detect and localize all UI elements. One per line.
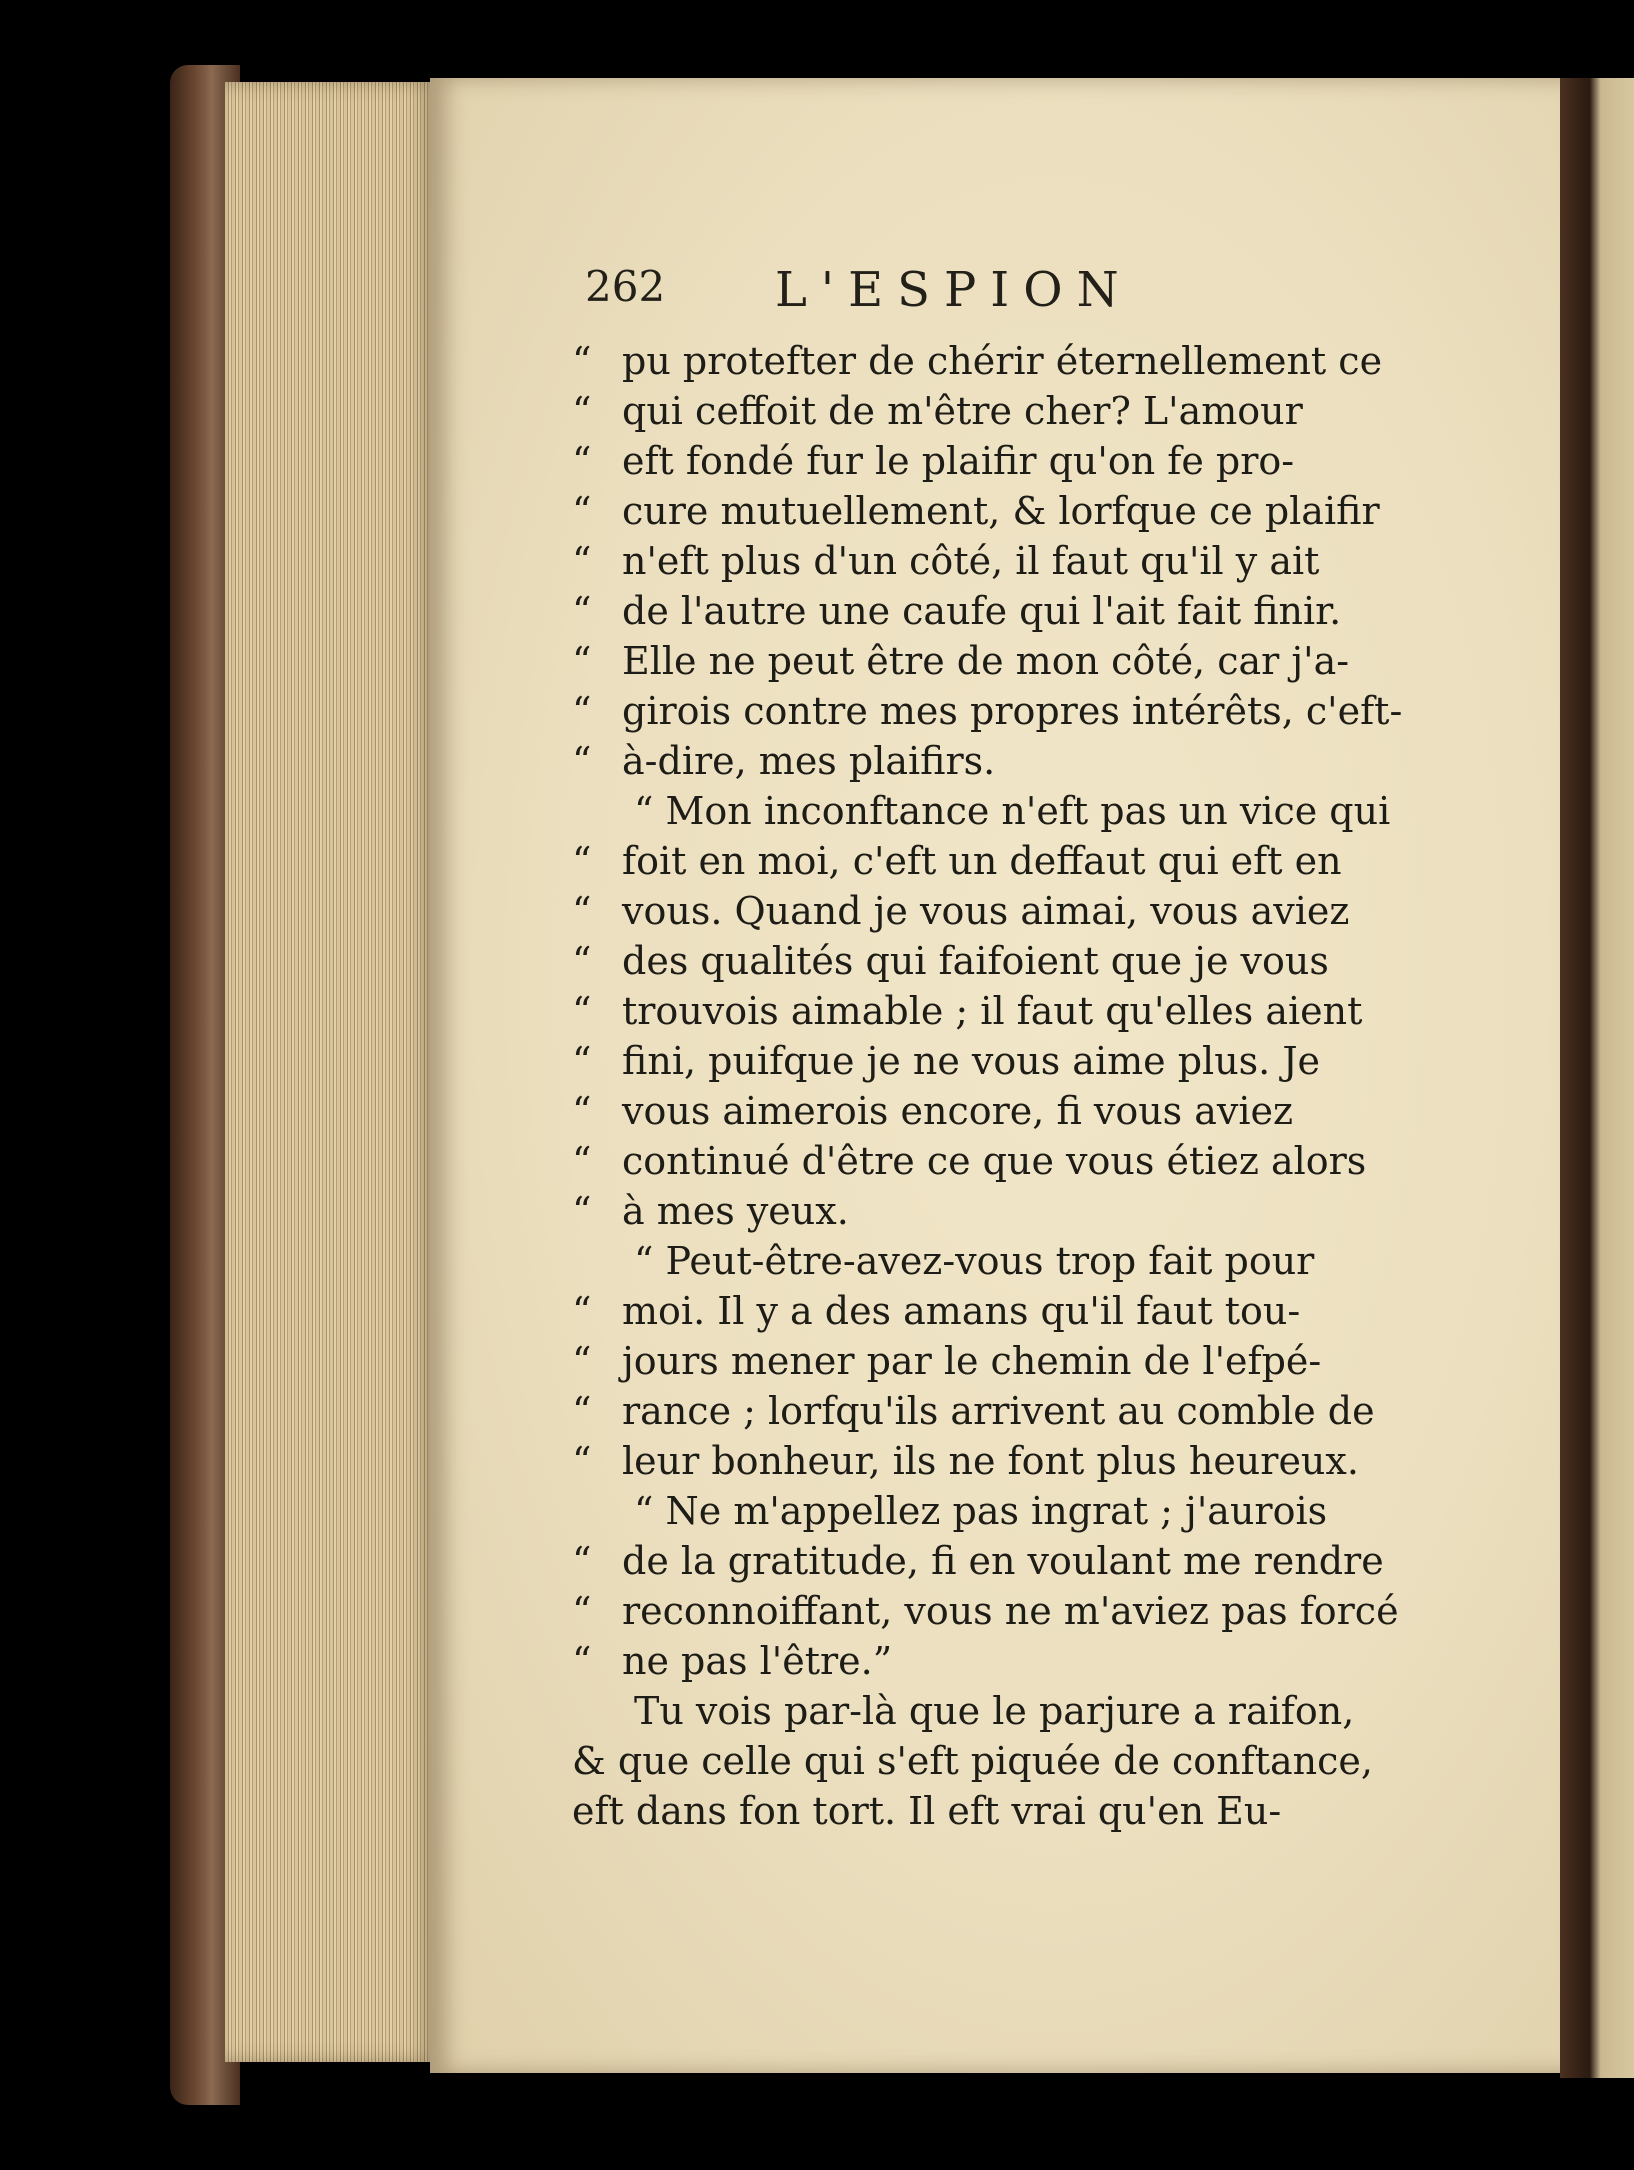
line-text: & que celle qui s'eft piquée de conftance, (572, 1739, 1373, 1783)
quote-mark: “ (572, 1639, 592, 1683)
line-text: vous aimerois encore, fi vous aviez (622, 1089, 1294, 1133)
line-text: cure mutuellement, & lorfque ce plaifir (622, 489, 1380, 533)
quote-mark: “ (572, 939, 592, 983)
line-text: à mes yeux. (622, 1189, 849, 1233)
quote-mark: “ (572, 889, 592, 933)
line-text: foit en moi, c'eft un deffaut qui eft en (622, 839, 1342, 883)
line-text: trouvois aimable ; il faut qu'elles aient (622, 989, 1363, 1033)
text-line (572, 386, 1414, 436)
text-line (572, 1386, 1414, 1436)
text-line (572, 1536, 1414, 1586)
line-text: Elle ne peut être de mon côté, car j'a- (622, 639, 1350, 683)
text-line (572, 1636, 1414, 1686)
text-line (572, 736, 1414, 786)
text-line (572, 1036, 1414, 1086)
text-line (572, 886, 1414, 936)
text-line (572, 836, 1414, 886)
line-text: leur bonheur, ils ne font plus heureux. (622, 1439, 1359, 1483)
quote-mark: “ (572, 739, 592, 783)
text-line (572, 686, 1414, 736)
line-text: Tu vois par-là que le parjure a raifon, (634, 1689, 1355, 1733)
quote-mark: “ (572, 1289, 592, 1333)
line-text: fini, puifque je ne vous aime plus. Je (622, 1039, 1321, 1083)
paragraph-start-line (572, 1486, 1414, 1536)
quote-mark: “ (572, 489, 592, 533)
page-edges (225, 82, 435, 2062)
line-text: rance ; lorfqu'ils arrivent au comble de (622, 1389, 1375, 1433)
text-line (572, 1336, 1414, 1386)
text-line (572, 536, 1414, 586)
text-line (572, 1086, 1414, 1136)
line-text: “ Mon inconftance n'eft pas un vice qui (634, 789, 1391, 833)
paragraph-start-line (572, 786, 1414, 836)
text-line (572, 1436, 1414, 1486)
text-line (572, 1786, 1414, 1836)
text-line (572, 1286, 1414, 1336)
line-text: pu protefter de chérir éternellement ce (622, 339, 1383, 383)
quote-mark: “ (572, 989, 592, 1033)
line-text: reconnoiffant, vous ne m'aviez pas forcé (622, 1589, 1399, 1633)
text-line (572, 1136, 1414, 1186)
quote-mark: “ (572, 1539, 592, 1583)
line-text: ne pas l'être.” (622, 1639, 893, 1683)
paragraph-start-line (572, 1236, 1414, 1286)
quote-mark: “ (572, 1439, 592, 1483)
quote-mark: “ (572, 1139, 592, 1183)
running-head: L'ESPION (775, 262, 1133, 318)
quote-mark: “ (572, 1189, 592, 1233)
line-text: continué d'être ce que vous étiez alors (622, 1139, 1367, 1183)
line-text: moi. Il y a des amans qu'il faut tou- (622, 1289, 1301, 1333)
quote-mark: “ (572, 1589, 592, 1633)
line-text: de l'autre une caufe qui l'ait fait finir. (622, 589, 1342, 633)
line-text: girois contre mes propres intérêts, c'eft- (622, 689, 1403, 733)
line-text: de la gratitude, fi en voulant me rendre (622, 1539, 1384, 1583)
text-line (572, 1186, 1414, 1236)
line-text: eft dans fon tort. Il eft vrai qu'en Eu- (572, 1789, 1282, 1833)
text-line (572, 486, 1414, 536)
line-text: “ Ne m'appellez pas ingrat ; j'aurois (634, 1489, 1328, 1533)
facing-page-edge (1560, 78, 1634, 2078)
page-text (572, 336, 1414, 1836)
line-text: qui ceffoit de m'être cher? L'amour (622, 389, 1303, 433)
text-line (572, 586, 1414, 636)
quote-mark: “ (572, 1089, 592, 1133)
line-text: à-dire, mes plaifirs. (622, 739, 996, 783)
quote-mark: “ (572, 439, 592, 483)
text-line (572, 936, 1414, 986)
line-text: “ Peut-être-avez-vous trop fait pour (634, 1239, 1315, 1283)
line-text: n'eft plus d'un côté, il faut qu'il y ait (622, 539, 1320, 583)
line-text: des qualités qui faifoient que je vous (622, 939, 1329, 983)
page-number: 262 (585, 262, 666, 311)
quote-mark: “ (572, 639, 592, 683)
text-line (572, 1586, 1414, 1636)
line-text: eft fondé fur le plaifir qu'on fe pro- (622, 439, 1295, 483)
quote-mark: “ (572, 539, 592, 583)
text-line (572, 986, 1414, 1036)
page-header (585, 262, 1205, 332)
quote-mark: “ (572, 689, 592, 733)
quote-mark: “ (572, 1039, 592, 1083)
line-text: vous. Quand je vous aimai, vous aviez (622, 889, 1350, 933)
text-line (572, 436, 1414, 486)
quote-mark: “ (572, 589, 592, 633)
text-line (572, 636, 1414, 686)
quote-mark: “ (572, 1389, 592, 1433)
text-line (572, 336, 1414, 386)
line-text: jours mener par le chemin de l'efpé- (622, 1339, 1322, 1383)
quote-mark: “ (572, 339, 592, 383)
quote-mark: “ (572, 1339, 592, 1383)
quote-mark: “ (572, 839, 592, 883)
quote-mark: “ (572, 389, 592, 433)
text-line (572, 1736, 1414, 1786)
paragraph-start-line (572, 1686, 1414, 1736)
